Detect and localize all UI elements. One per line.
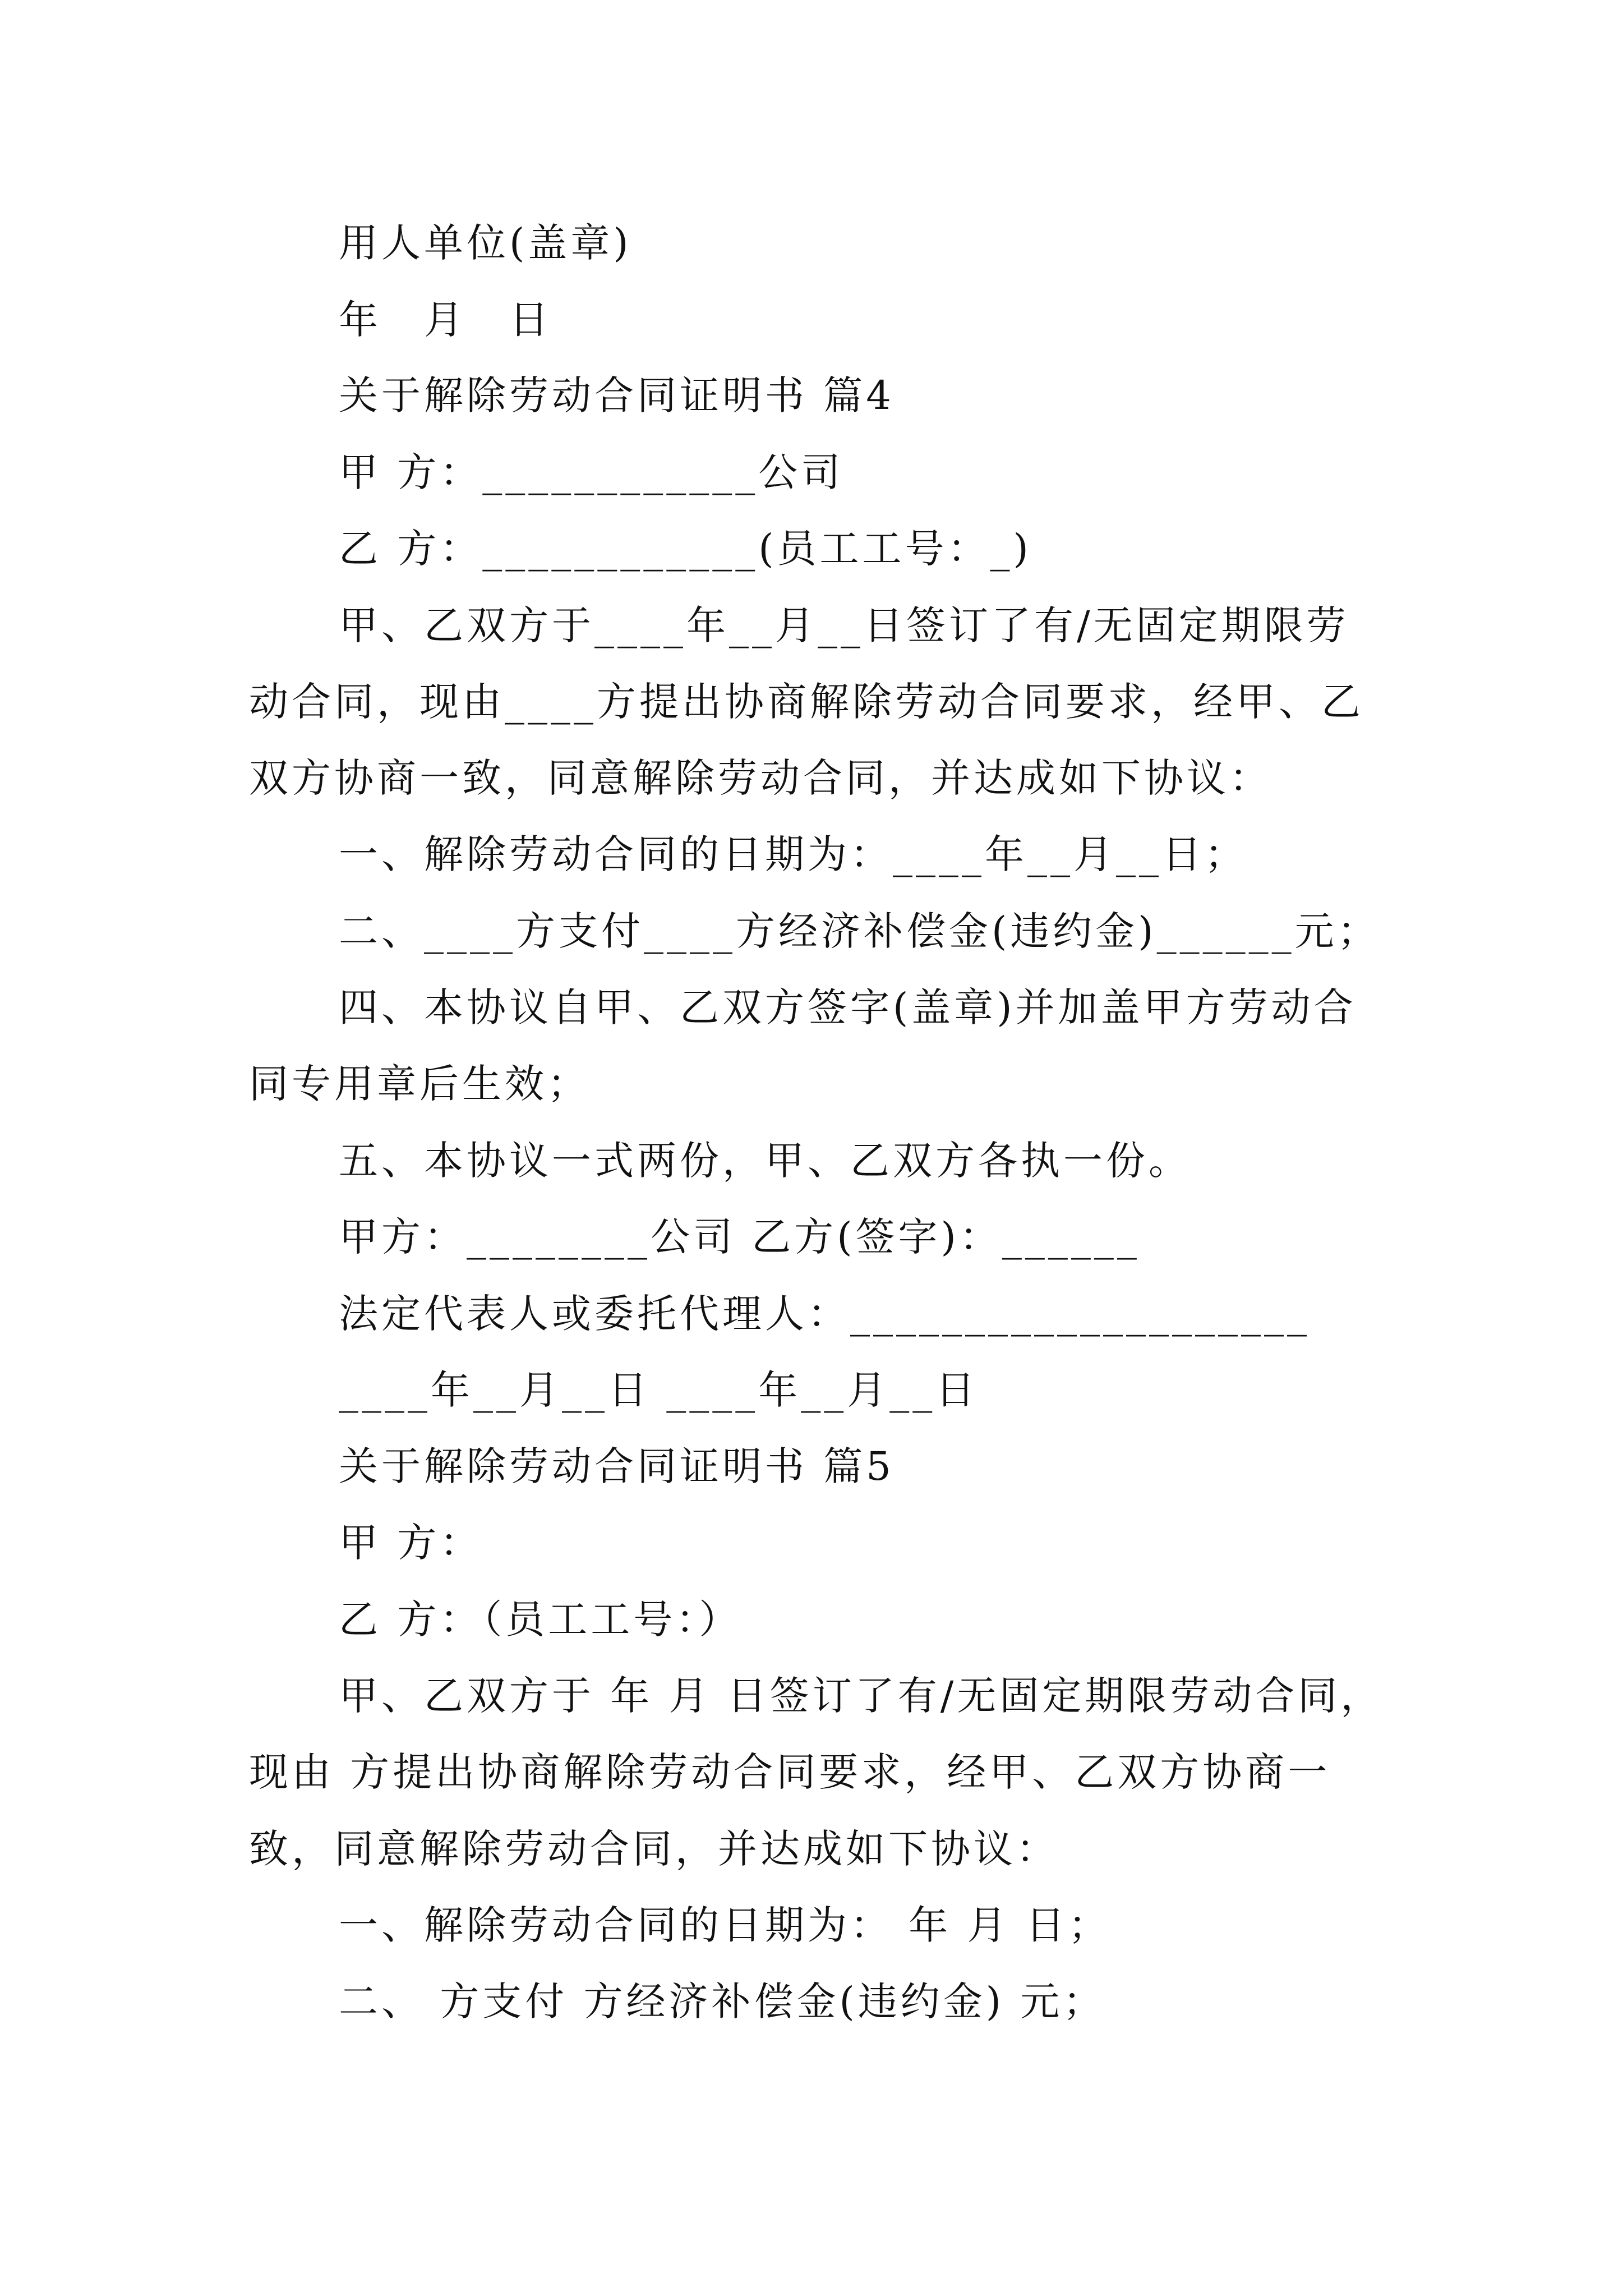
paragraph-line: 动合同，现由____方提出协商解除劳动合同要求，经甲、乙 [249,679,1364,725]
clause-1-line: 一、解除劳动合同的日期为：____年__月__日； [339,831,1247,877]
signature-parties-line: 甲方：________公司 乙方(签字)：______ [339,1214,1140,1260]
party-b-line: 乙 方：____________(员工工号：_) [339,526,1032,572]
party-a-line: 甲 方：____________公司 [339,449,844,495]
paragraph-line: 现由 方提出协商解除劳动合同要求，经甲、乙双方协商一 [249,1749,1331,1795]
clause-2-line: 二、____方支付____方经济补偿金(违约金)______元； [339,908,1380,954]
employer-seal-line: 用人单位(盖章) [339,220,632,266]
section-heading-5: 关于解除劳动合同证明书 篇5 [339,1443,895,1489]
date-line: 年 月 日 [339,297,552,343]
party-b-line: 乙 方：（员工工号：） [339,1596,742,1642]
signature-dates-line: ____年__月__日 ____年__月__日 [339,1367,979,1413]
paragraph-line: 致，同意解除劳动合同，并达成如下协议： [249,1826,1059,1872]
paragraph-line: 双方协商一致，同意解除劳动合同，并达成如下协议： [249,755,1272,801]
representative-line: 法定代表人或委托代理人：____________________ [339,1291,1310,1337]
clause-4-continued: 同专用章后生效； [249,1061,590,1107]
clause-5-line: 五、本协议一式两份，甲、乙双方各执一份。 [339,1138,1191,1184]
party-a-line: 甲 方： [339,1520,483,1566]
clause-4-line: 四、本协议自甲、乙双方签字(盖章)并加盖甲方劳动合 [339,984,1357,1030]
clause-2-line: 二、 方支付 方经济补偿金(违约金) 元； [339,1978,1106,2024]
section-heading-4: 关于解除劳动合同证明书 篇4 [339,372,895,418]
paragraph-line: 甲、乙双方于 年 月 日签订了有/无固定期限劳动合同， [339,1673,1384,1719]
paragraph-line: 甲、乙双方于____年__月__日签订了有/无固定期限劳 [339,602,1349,648]
clause-1-line: 一、解除劳动合同的日期为： 年 月 日； [339,1902,1111,1948]
